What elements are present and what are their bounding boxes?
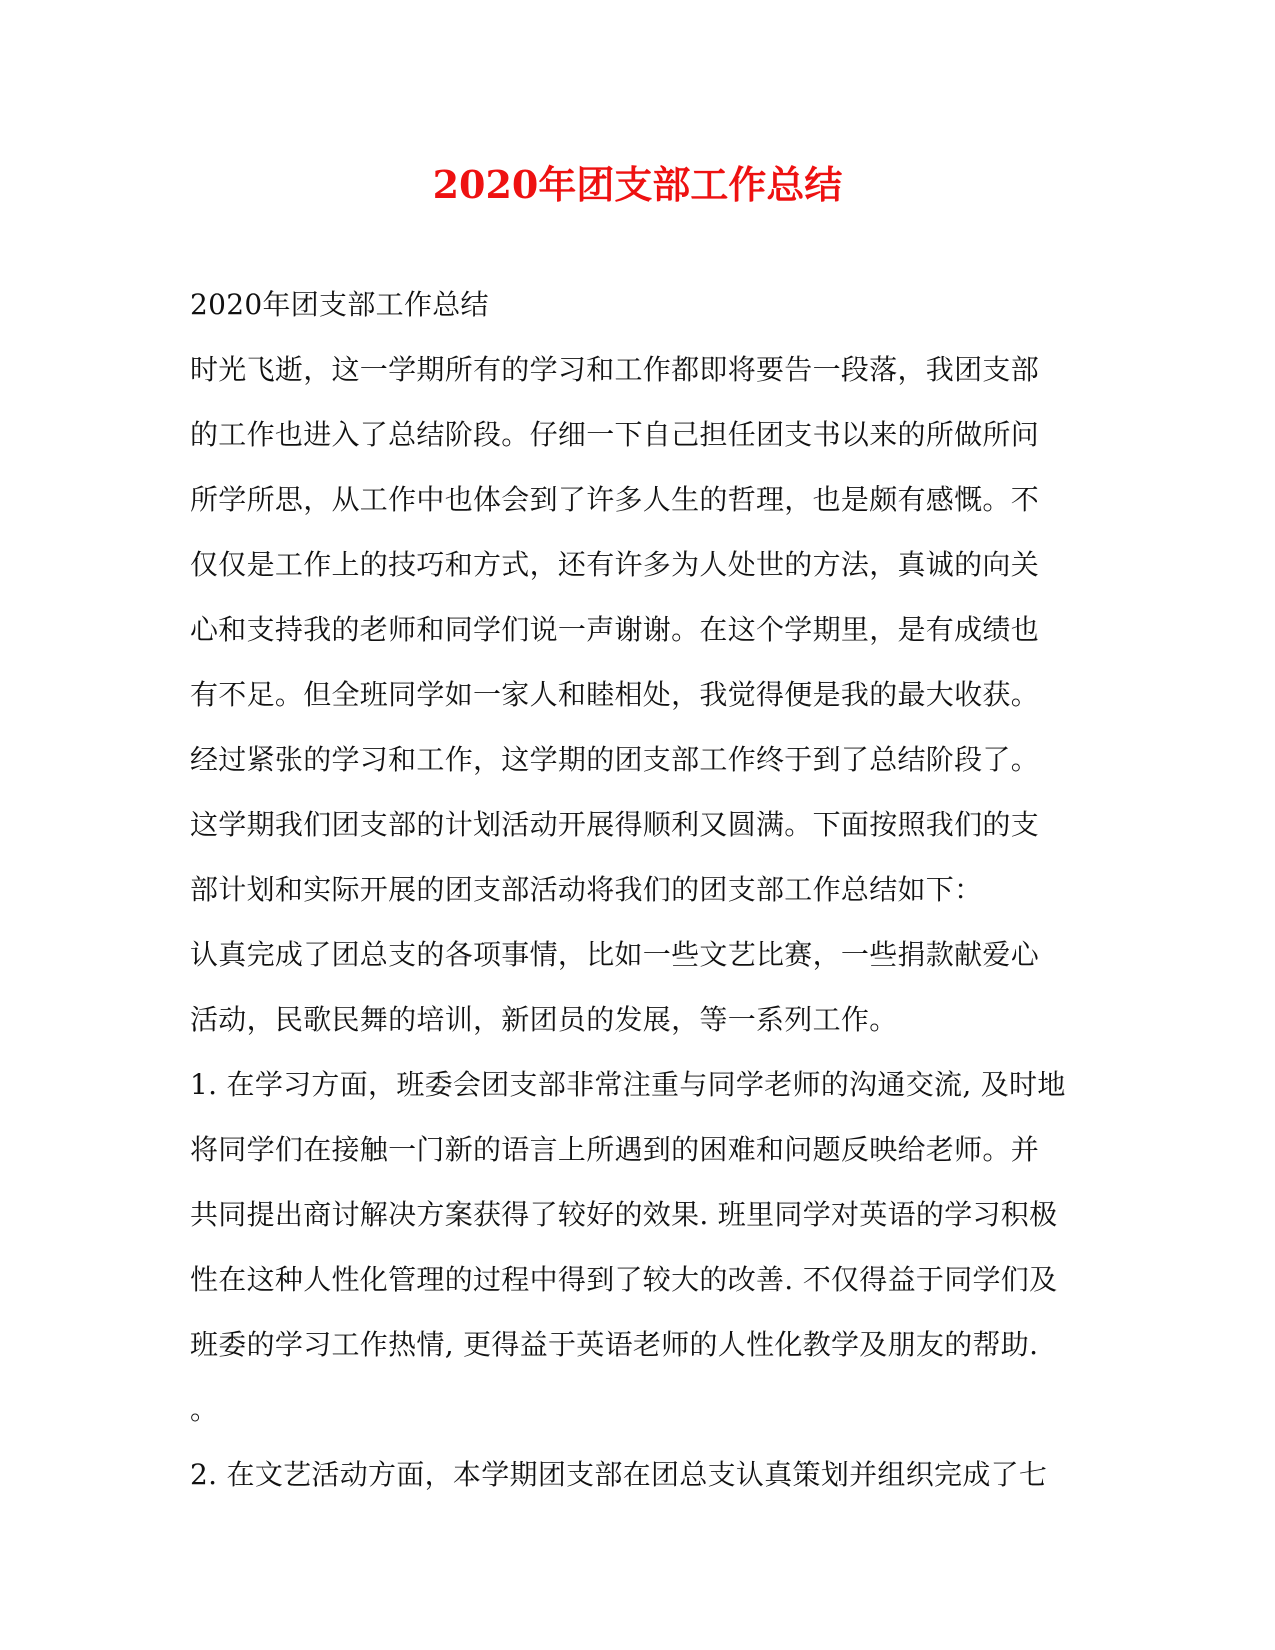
body-line: 班委的学习工作热情, 更得益于英语老师的人性化教学及朋友的帮助. — [190, 1328, 1039, 1361]
body-line-subtitle: 2020年团支部工作总结 — [190, 288, 489, 321]
body-line: 这学期我们团支部的计划活动开展得顺利又圆满。下面按照我们的支 — [190, 808, 1040, 841]
body-line: 有不足。但全班同学如一家人和睦相处，我觉得便是我的最大收获。 — [190, 678, 1040, 711]
body-line: 将同学们在接触一门新的语言上所遇到的困难和问题反映给老师。并 — [190, 1133, 1040, 1166]
body-line: 所学所思，从工作中也体会到了许多人生的哲理，也是颇有感慨。不 — [190, 483, 1040, 516]
body-line-list-item-2: 2. 在文艺活动方面，本学期团支部在团总支认真策划并组织完成了七 — [190, 1458, 1048, 1491]
document-title: 2020年团支部工作总结 — [432, 162, 843, 207]
body-line-list-item-1: 1. 在学习方面，班委会团支部非常注重与同学老师的沟通交流, 及时地 — [190, 1068, 1066, 1101]
body-line: 心和支持我的老师和同学们说一声谢谢。在这个学期里，是有成绩也 — [190, 613, 1040, 646]
body-line: 性在这种人性化管理的过程中得到了较大的改善. 不仅得益于同学们及 — [190, 1263, 1058, 1296]
body-line: 活动，民歌民舞的培训，新团员的发展，等一系列工作。 — [190, 1003, 898, 1036]
body-line: 部计划和实际开展的团支部活动将我们的团支部工作总结如下： — [190, 873, 983, 906]
body-line: 的工作也进入了总结阶段。仔细一下自己担任团支书以来的所做所问 — [190, 418, 1040, 451]
body-line: 。 — [190, 1393, 219, 1426]
body-line: 共同提出商讨解决方案获得了较好的效果. 班里同学对英语的学习积极 — [190, 1198, 1058, 1231]
document-body — [190, 277, 1090, 1512]
body-line: 经过紧张的学习和工作，这学期的团支部工作终于到了总结阶段了。 — [190, 743, 1040, 776]
body-line: 时光飞逝，这一学期所有的学习和工作都即将要告一段落，我团支部 — [190, 353, 1040, 386]
body-line: 仅仅是工作上的技巧和方式，还有许多为人处世的方法，真诚的向关 — [190, 548, 1040, 581]
body-line: 认真完成了团总支的各项事情，比如一些文艺比赛，一些捐款献爱心 — [190, 938, 1040, 971]
